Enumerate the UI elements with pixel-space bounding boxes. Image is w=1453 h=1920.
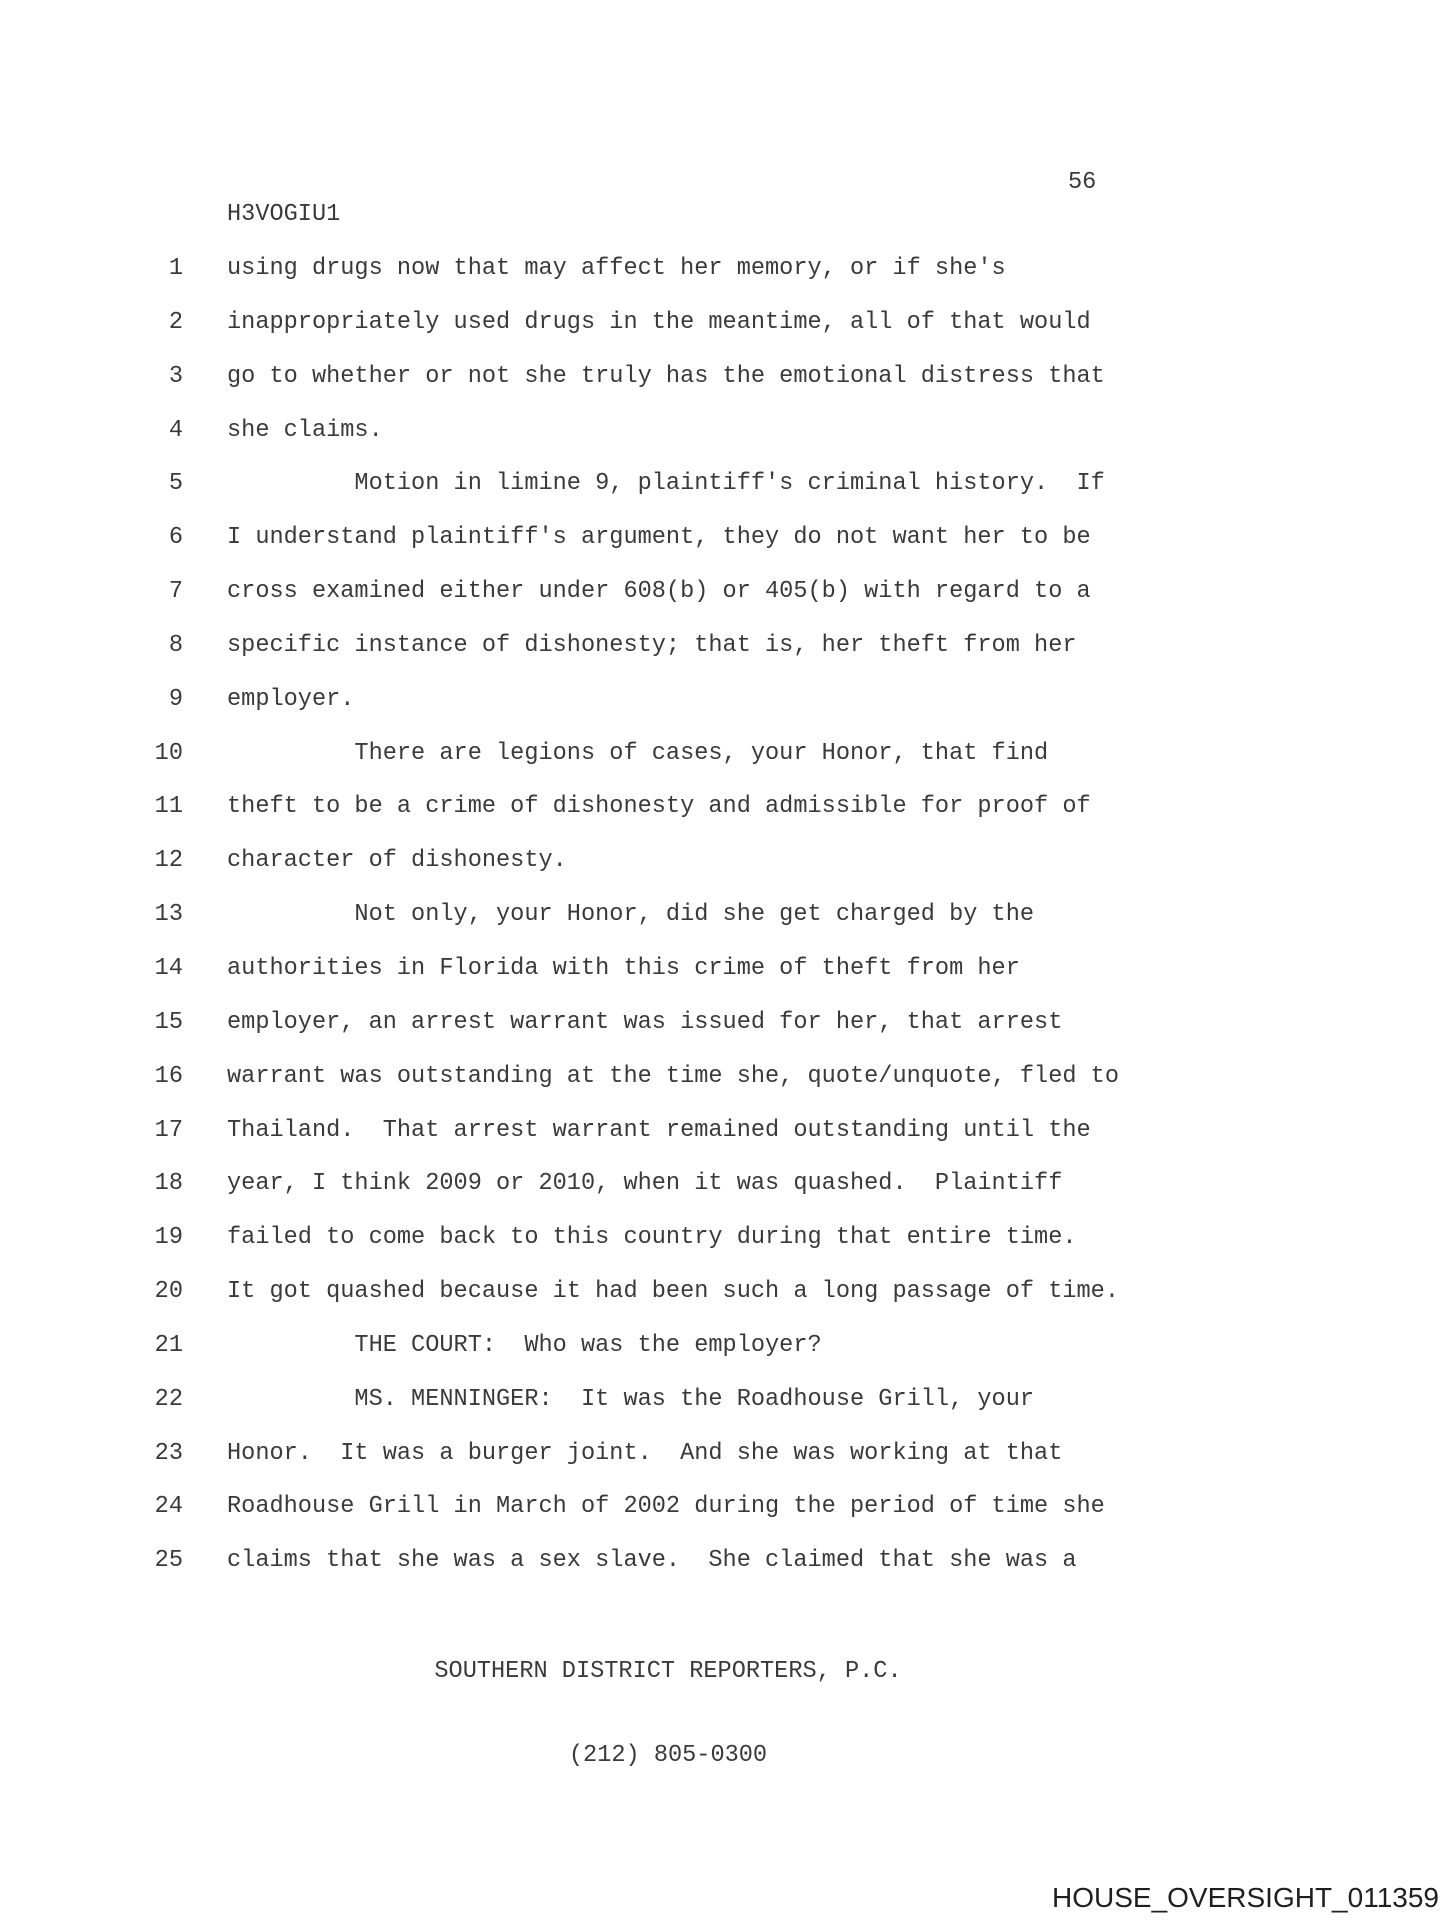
line-number: 25 — [154, 1547, 183, 1575]
line-number: 22 — [154, 1385, 183, 1413]
transcript-line — [100, 511, 1340, 565]
line-text: MS. MENNINGER: It was the Roadhouse Grill, your — [227, 1385, 1035, 1413]
line-number: 5 — [168, 470, 183, 498]
transcript-line — [100, 1211, 1340, 1265]
line-text: Honor. It was a burger joint. And she was working at that — [227, 1439, 1063, 1467]
transcript-line — [100, 296, 1340, 350]
transcript-line — [100, 1265, 1340, 1319]
line-text: she claims. — [227, 416, 383, 444]
transcript-line — [100, 1050, 1340, 1104]
line-text: claims that she was a sex slave. She claimed that she was a — [227, 1547, 1077, 1575]
transcript-line — [100, 942, 1340, 996]
line-number: 21 — [154, 1331, 183, 1359]
line-number: 7 — [168, 578, 183, 606]
line-text: THE COURT: Who was the employer? — [227, 1331, 822, 1359]
line-number: 8 — [168, 631, 183, 659]
line-text: It got quashed because it had been such a long passage of time. — [227, 1278, 1119, 1306]
line-text: Not only, your Honor, did she get charged by the — [227, 901, 1035, 929]
transcript-line — [100, 457, 1340, 511]
line-text: using drugs now that may affect her memory, or if she's — [227, 255, 1006, 282]
line-number: 23 — [154, 1439, 183, 1467]
line-text: There are legions of cases, your Honor, that find — [227, 739, 1049, 767]
line-number: 6 — [168, 524, 183, 552]
transcript-line — [100, 888, 1340, 942]
transcript-line — [100, 404, 1340, 458]
line-number: 3 — [168, 362, 183, 390]
line-number: 11 — [154, 793, 183, 821]
line-number: 9 — [168, 685, 183, 713]
transcript-line — [100, 780, 1340, 834]
transcript-line — [100, 727, 1340, 781]
line-number: 24 — [154, 1493, 183, 1521]
line-text: go to whether or not she truly has the emotional distress that — [227, 362, 1105, 390]
line-number: 19 — [154, 1224, 183, 1252]
line-text: Motion in limine 9, plaintiff's criminal history. If — [227, 470, 1105, 498]
line-number: 20 — [154, 1278, 183, 1306]
line-text: failed to come back to this country during that entire time. — [227, 1224, 1077, 1252]
line-text: Roadhouse Grill in March of 2002 during the period of time she — [227, 1493, 1105, 1521]
transcript-line — [100, 1319, 1340, 1373]
transcript-line — [100, 565, 1340, 619]
transcript-line — [100, 834, 1340, 888]
line-text: employer, an arrest warrant was issued for her, that arrest — [227, 1008, 1063, 1036]
reporter-footer — [218, 1602, 1118, 1826]
reporter-name: SOUTHERN DISTRICT REPORTERS, P.C. — [434, 1658, 902, 1685]
line-number: 15 — [154, 1008, 183, 1036]
line-number: 13 — [154, 901, 183, 929]
transcript-body — [100, 242, 1340, 1588]
line-number: 17 — [154, 1116, 183, 1144]
line-text: Thailand. That arrest warrant remained outstanding until the — [227, 1116, 1091, 1144]
transcript-line — [100, 996, 1340, 1050]
transcript-line — [100, 1157, 1340, 1211]
line-number: 12 — [154, 847, 183, 875]
line-number: 10 — [154, 739, 183, 767]
line-number: 2 — [168, 308, 183, 336]
transcript-line — [100, 619, 1340, 673]
line-text: inappropriately used drugs in the meantime, all of that would — [227, 308, 1091, 336]
transcript-line — [100, 1373, 1340, 1427]
line-number: 14 — [154, 954, 183, 982]
transcript-line — [100, 1427, 1340, 1481]
transcript-line — [100, 1104, 1340, 1158]
line-number: 18 — [154, 1170, 183, 1198]
transcript-line — [100, 350, 1340, 404]
line-text: I understand plaintiff's argument, they do not want her to be — [227, 524, 1091, 552]
line-text: character of dishonesty. — [227, 847, 567, 875]
line-text: cross examined either under 608(b) or 405(b) with regard to a — [227, 578, 1091, 606]
line-number: 1 — [168, 255, 183, 282]
transcript-line — [100, 242, 1340, 296]
line-text: warrant was outstanding at the time she, quote/unquote, fled to — [227, 1062, 1119, 1090]
line-number: 16 — [154, 1062, 183, 1090]
bates-stamp: HOUSE_OVERSIGHT_011359 — [1052, 1882, 1439, 1913]
reporter-phone: (212) 805-0300 — [568, 1742, 768, 1769]
line-text: year, I think 2009 or 2010, when it was quashed. Plaintiff — [227, 1170, 1063, 1198]
transcript-line — [100, 1480, 1340, 1534]
transcript-id: H3VOGIU1 — [227, 201, 341, 228]
line-text: specific instance of dishonesty; that is, her theft from her — [227, 631, 1077, 659]
transcript-line — [100, 1534, 1340, 1588]
page-number: 56 — [1068, 169, 1097, 196]
line-text: theft to be a crime of dishonesty and admissible for proof of — [227, 793, 1091, 821]
line-text: authorities in Florida with this crime of theft from her — [227, 954, 1020, 982]
transcript-line — [100, 673, 1340, 727]
line-text: employer. — [227, 685, 355, 713]
line-number: 4 — [168, 416, 183, 444]
